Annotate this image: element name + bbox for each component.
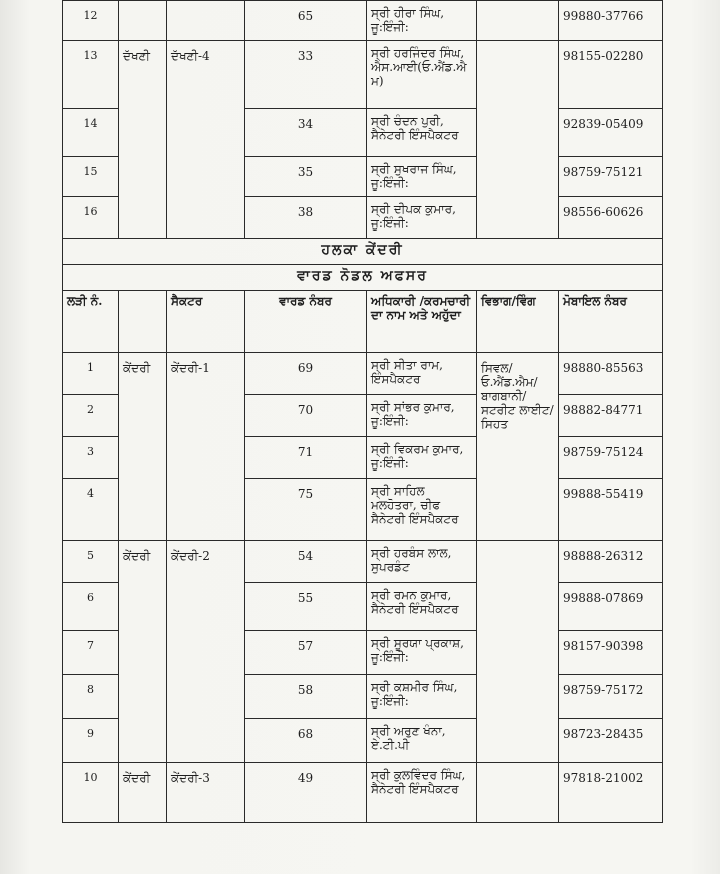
table-row: [63, 1, 663, 41]
serial-number: 14: [63, 109, 119, 157]
serial-number: 4: [63, 479, 119, 541]
dept-cell: [477, 1, 559, 41]
officer-name: ਸ੍ਰੀ ਕਸ਼ਮੀਰ ਸਿੰਘ, ਜੂ:ਇੰਜੀ:: [367, 675, 477, 719]
sector-cell: ਕੇਂਦਰੀ-3: [167, 763, 245, 823]
table-row: [63, 41, 663, 109]
mobile-number: 98556-60626: [559, 197, 663, 239]
officer-name: ਸ੍ਰੀ ਸੀਤਾ ਰਾਮ, ਇੰਸਪੈਕਟਰ: [367, 353, 477, 395]
header-sector: ਸੈਕਟਰ: [167, 291, 245, 353]
serial-number: 3: [63, 437, 119, 479]
ward-number: 34: [245, 109, 367, 157]
mobile-number: 99880-37766: [559, 1, 663, 41]
officer-name: ਸ੍ਰੀ ਸਾਂਭਰ ਕੁਮਾਰ, ਜੂ:ਇੰਜੀ:: [367, 395, 477, 437]
header-ward: ਵਾਰਡ ਨੰਬਰ: [245, 291, 367, 353]
department-cell: [477, 763, 559, 823]
officer-name: ਸ੍ਰੀ ਹੀਰਾ ਸਿੰਘ, ਜੂ:ਇੰਜੀ:: [367, 1, 477, 41]
officer-name: ਸ੍ਰੀ ਦੀਪਕ ਕੁਮਾਰ, ਜੂ:ਇੰਜੀ:: [367, 197, 477, 239]
officer-name: ਸ੍ਰੀ ਕੁਲਵਿੰਦਰ ਸਿੰਘ, ਸੈਨੇਟਰੀ ਇੰਸਪੈਕਟਰ: [367, 763, 477, 823]
ward-number: 68: [245, 719, 367, 763]
table-row: [63, 353, 663, 395]
ward-number: 69: [245, 353, 367, 395]
section-cell: ਕੇਂਦਰੀ: [119, 541, 167, 763]
header-mobile: ਮੋਬਾਇਲ ਨੰਬਰ: [559, 291, 663, 353]
ward-number: 70: [245, 395, 367, 437]
ward-number: 65: [245, 1, 367, 41]
nodal-officers-table: [62, 0, 663, 823]
serial-number: 15: [63, 157, 119, 197]
section-cell: ਕੇਂਦਰੀ: [119, 763, 167, 823]
sector-cell: ਕੇਂਦਰੀ-2: [167, 541, 245, 763]
sector-cell: ਕੇਂਦਰੀ-1: [167, 353, 245, 541]
mobile-number: 98155-02280: [559, 41, 663, 109]
mobile-number: 98882-84771: [559, 395, 663, 437]
mobile-number: 98157-90398: [559, 631, 663, 675]
section-cell: [119, 1, 167, 41]
header-officer: ਅਧਿਕਾਰੀ /ਕਰਮਚਾਰੀ ਦਾ ਨਾਮ ਅਤੇ ਅਹੁੱਦਾ: [367, 291, 477, 353]
serial-number: 16: [63, 197, 119, 239]
sector-cell: [167, 1, 245, 41]
serial-number: 1: [63, 353, 119, 395]
serial-number: 10: [63, 763, 119, 823]
department-cell: [477, 541, 559, 763]
mobile-number: 99888-55419: [559, 479, 663, 541]
halka-title: ਹਲਕਾ ਕੇਂਦਰੀ: [63, 239, 663, 265]
serial-number: 12: [63, 1, 119, 41]
mobile-number: 98759-75121: [559, 157, 663, 197]
officer-name: ਸ੍ਰੀ ਸੂਰਯਾ ਪ੍ਰਕਾਸ਼, ਜੂ:ਇੰਜੀ:: [367, 631, 477, 675]
mobile-number: 99888-07869: [559, 583, 663, 631]
serial-number: 5: [63, 541, 119, 583]
mobile-number: 92839-05409: [559, 109, 663, 157]
ward-number: 54: [245, 541, 367, 583]
ward-number: 75: [245, 479, 367, 541]
ward-number: 58: [245, 675, 367, 719]
section-cell: ਦੱਖਣੀ: [119, 41, 167, 239]
mobile-number: 98759-75124: [559, 437, 663, 479]
ward-number: 49: [245, 763, 367, 823]
serial-number: 8: [63, 675, 119, 719]
mobile-number: 98723-28435: [559, 719, 663, 763]
mobile-number: 97818-21002: [559, 763, 663, 823]
ward-number: 35: [245, 157, 367, 197]
officer-name: ਸ੍ਰੀ ਸਾਹਿਲ ਮਲਹੋਤਰਾ, ਚੀਫ ਸੈਨੇਟਰੀ ਇੰਸਪੈਕਟਰ: [367, 479, 477, 541]
sector-cell: ਦੱਖਣੀ-4: [167, 41, 245, 239]
officer-name: ਸ੍ਰੀ ਚੰਦਨ ਪੁਰੀ, ਸੈਨੇਟਰੀ ਇੰਸਪੈਕਟਰ: [367, 109, 477, 157]
header-serial: ਲੜੀ ਨੰ.: [63, 291, 119, 353]
serial-number: 13: [63, 41, 119, 109]
dept-cell: [477, 41, 559, 239]
table-row: [63, 763, 663, 823]
ward-number: 55: [245, 583, 367, 631]
nodal-officer-title: ਵਾਰਡ ਨੋਡਲ ਅਫਸਰ: [63, 265, 663, 291]
serial-number: 9: [63, 719, 119, 763]
mobile-number: 98880-85563: [559, 353, 663, 395]
serial-number: 6: [63, 583, 119, 631]
ward-number: 38: [245, 197, 367, 239]
mobile-number: 98759-75172: [559, 675, 663, 719]
table-row: [63, 541, 663, 583]
ward-number: 33: [245, 41, 367, 109]
table-header: [63, 291, 663, 353]
mobile-number: 98888-26312: [559, 541, 663, 583]
officer-name: ਸ੍ਰੀ ਹਰਬੰਸ ਲਾਲ, ਸੁਪਰਡੰਟ: [367, 541, 477, 583]
officer-name: ਸ੍ਰੀ ਸੁਖਰਾਜ ਸਿੰਘ, ਜੂ:ਇੰਜੀ:: [367, 157, 477, 197]
officer-name: ਸ੍ਰੀ ਵਿਕਰਮ ਕੁਮਾਰ, ਜੂ:ਇੰਜੀ:: [367, 437, 477, 479]
ward-number: 71: [245, 437, 367, 479]
serial-number: 7: [63, 631, 119, 675]
serial-number: 2: [63, 395, 119, 437]
officer-name: ਸ੍ਰੀ ਹਰਜਿੰਦਰ ਸਿੰਘ, ਐਸ.ਆਈ(ਓ.ਐਂਡ.ਐਮ): [367, 41, 477, 109]
officer-name: ਸ੍ਰੀ ਅਰੁਣ ਖੰਨਾ, ਏ.ਟੀ.ਪੀ: [367, 719, 477, 763]
officer-name: ਸ੍ਰੀ ਰਮਨ ਕੁਮਾਰ, ਸੈਨੇਟਰੀ ਇੰਸਪੈਕਟਰ: [367, 583, 477, 631]
department-cell: ਸਿਵਲ/ਓ.ਐਂਡ.ਐਮ/ਬਾਗਬਾਨੀ/ਸਟਰੀਟ ਲਾਈਟ/ਸਿਹਤ: [477, 353, 559, 541]
section-cell: ਕੇਂਦਰੀ: [119, 353, 167, 541]
header-section: [119, 291, 167, 353]
header-department: ਵਿਭਾਗ/ਵਿੰਗ: [477, 291, 559, 353]
ward-number: 57: [245, 631, 367, 675]
